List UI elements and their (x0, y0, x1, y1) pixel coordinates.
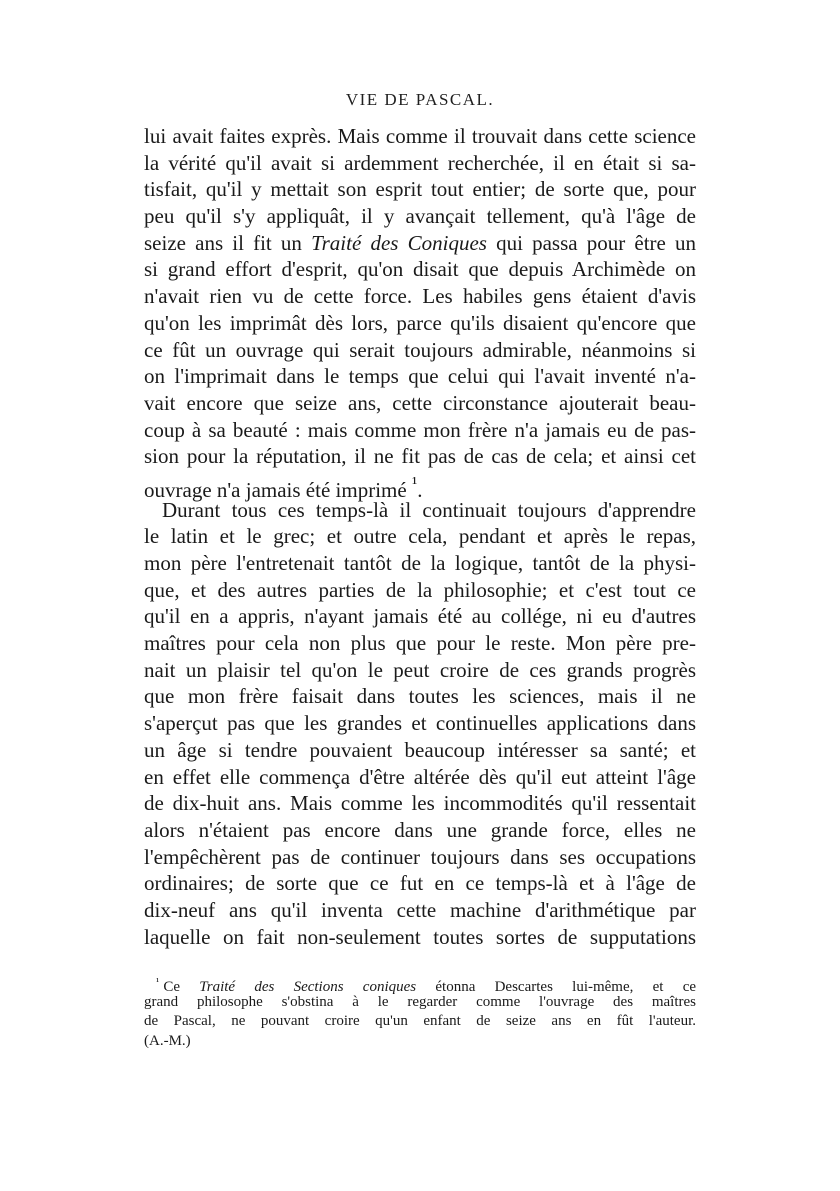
text-line: si grand effort d'esprit, qu'on disait que depuis Archimède on (144, 257, 696, 282)
text-line: coup à sa beauté : mais comme mon frère n'a jamais eu de pas- (144, 417, 696, 442)
text-line: laquelle on fait non-seulement toutes sortes de supputations (144, 924, 696, 949)
text-line: ce fût un ouvrage qui serait toujours admirable, néanmoins si (144, 337, 696, 362)
text-line: un âge si tendre pouvaient beaucoup intéresser sa santé; et (144, 737, 696, 762)
text-line: le latin et le grec; et outre cela, pendant et après le repas, (144, 524, 696, 549)
text-line: nait un plaisir tel qu'on le peut croire de ces grands progrès (144, 657, 696, 682)
italic-title: Traité des Coniques (311, 230, 487, 255)
text-line: que, et des autres parties de la philosophie; et c'est tout ce (144, 577, 696, 602)
footnote-marker: ¹ (156, 976, 160, 988)
text-fragment: qui passa pour être un (496, 230, 697, 255)
text-line: mon père l'entretenait tantôt de la logique, tantôt de la physi- (144, 551, 696, 575)
footnote (144, 973, 696, 1051)
text-line: en effet elle commença d'être altérée dès qu'il eut atteint l'âge (144, 764, 696, 789)
text-fragment: . (417, 477, 423, 502)
text-line: s'aperçut pas que les grandes et continuelles applications dans (144, 711, 696, 736)
text-line: qu'on les imprimât dès lors, parce qu'ils disaient qu'encore que (144, 310, 696, 335)
text-line (144, 470, 696, 502)
text-line: alors n'étaient pas encore dans une grande force, elles ne (144, 817, 696, 842)
footnote-line: grand philosophe s'obstina à le regarder comme l'ouvrage des maîtres (144, 993, 696, 1010)
text-line: n'avait rien vu de cette force. Les habiles gens étaient d'avis (144, 284, 696, 309)
text-line: vait encore que seize ans, cette circonstance ajouterait beau- (144, 390, 696, 415)
text-line: qu'il en a appris, n'ayant jamais été au collége, ni eu d'autres (144, 604, 696, 629)
text-line: maîtres pour cela non plus que pour le reste. Mon père pre- (144, 631, 696, 656)
italic-title: Traité des Sections coniques (199, 979, 417, 995)
text-fragment: étonna Descartes lui-même, et ce (435, 979, 697, 995)
text-line: la vérité qu'il avait si ardemment recherchée, il en était si sa- (144, 150, 696, 175)
footnote-attribution: (A.-M.) (144, 1032, 191, 1049)
footnote-line (144, 973, 696, 993)
text-line: dix-neuf ans qu'il inventa cette machine d'arithmétique par (144, 897, 696, 922)
running-head: VIE DE PASCAL. (345, 90, 495, 109)
text-line: Durant tous ces temps-là il continuait toujours d'apprendre (162, 497, 696, 522)
text-line: sion pour la réputation, il ne fit pas de cas de cela; et ainsi cet (144, 444, 696, 469)
text-line: l'empêchèrent pas de continuer toujours dans ses occupations (144, 844, 696, 869)
text-line: de dix-huit ans. Mais comme les incommodités qu'il ressentait (144, 791, 696, 816)
text-line: ordinaires; de sorte que ce fut en ce temps-là et à l'âge de (144, 871, 696, 896)
text-fragment: Ce (163, 979, 180, 995)
text-line (144, 230, 696, 257)
text-line: tisfait, qu'il y mettait son esprit tout entier; de sorte que, pour (144, 177, 696, 202)
text-fragment: seize ans il fit un (144, 230, 302, 255)
main-text (144, 123, 696, 950)
text-line: lui avait faites exprès. Mais comme il trouvait dans cette science (144, 124, 696, 148)
text-fragment: ouvrage n'a jamais été imprimé (144, 477, 407, 502)
text-line: peu qu'il s'y appliquât, il y avançait tellement, qu'à l'âge de (144, 204, 696, 229)
footnote-line: de Pascal, ne pouvant croire qu'un enfant de seize ans en fût l'auteur. (144, 1013, 696, 1029)
text-line: on l'imprimait dans le temps que celui qui l'avait inventé n'a- (144, 364, 696, 389)
text-line: que mon frère faisait dans toutes les sciences, mais il ne (144, 684, 696, 709)
footnote-reference[interactable]: ¹ (411, 472, 418, 493)
